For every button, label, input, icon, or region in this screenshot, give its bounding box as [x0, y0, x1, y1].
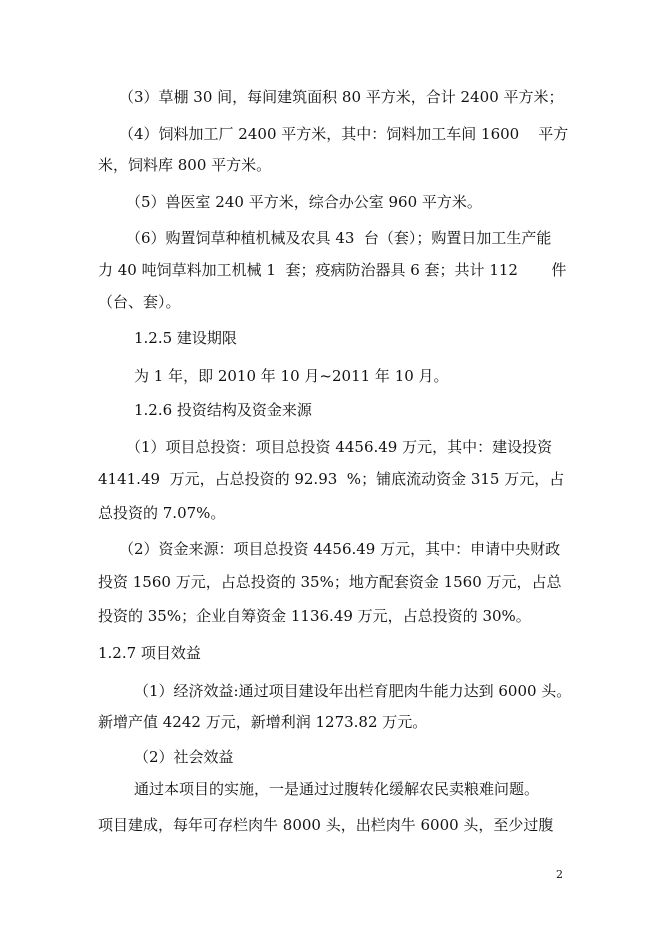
- text-line: 4141.49 万元，占总投资的 92.93 %；铺底流动资金 315 万元，占: [98, 470, 565, 488]
- text-line: 米，饲料库 800 平方米。: [98, 156, 272, 174]
- text-line: 力 40 吨饲草料加工机械 1 套；疫病防治器具 6 套；共计 112 件: [98, 261, 567, 279]
- text-line: （1）经济效益:通过项目建设年出栏育肥肉牛能力达到 6000 头。: [134, 682, 572, 700]
- text-line: 新增产值 4242 万元，新增利润 1273.82 万元。: [98, 713, 428, 731]
- text-line: （1）项目总投资：项目总投资 4456.49 万元，其中：建设投资: [126, 438, 553, 456]
- text-line: 项目建成，每年可存栏肉牛 8000 头，出栏肉牛 6000 头，至少过腹: [98, 816, 554, 834]
- text-line: （5）兽医室 240 平方米，综合办公室 960 平方米。: [126, 193, 482, 211]
- text-line: 总投资的 7.07%。: [98, 504, 226, 522]
- text-line: 投资的 35%；企业自筹资金 1136.49 万元，占总投资的 30%。: [98, 607, 531, 625]
- text-line: （4）饲料加工厂 2400 平方米，其中：饲料加工车间 1600 平方: [119, 125, 569, 143]
- page-number: 2: [556, 868, 563, 881]
- text-line: （2）资金来源：项目总投资 4456.49 万元，其中：申请中央财政: [119, 540, 561, 558]
- text-line: （台、套）。: [98, 293, 181, 311]
- section-heading: 1.2.6 投资结构及资金来源: [134, 401, 312, 419]
- text-line: 投资 1560 万元，占总投资的 35%；地方配套资金 1560 万元，占总: [98, 573, 562, 591]
- section-heading: 1.2.7 项目效益: [98, 644, 201, 662]
- section-heading: 1.2.5 建设期限: [134, 329, 237, 347]
- text-line: 为 1 年，即 2010 年 10 月~2011 年 10 月。: [134, 367, 449, 385]
- text-line: （6）购置饲草种植机械及农具 43 台（套）；购置日加工生产能: [126, 229, 552, 247]
- text-line: （2）社会效益: [134, 748, 234, 766]
- text-line: （3）草棚 30 间，每间建筑面积 80 平方米，合计 2400 平方米；: [119, 88, 564, 106]
- text-line: 通过本项目的实施，一是通过过腹转化缓解农民卖粮难问题。: [134, 780, 540, 798]
